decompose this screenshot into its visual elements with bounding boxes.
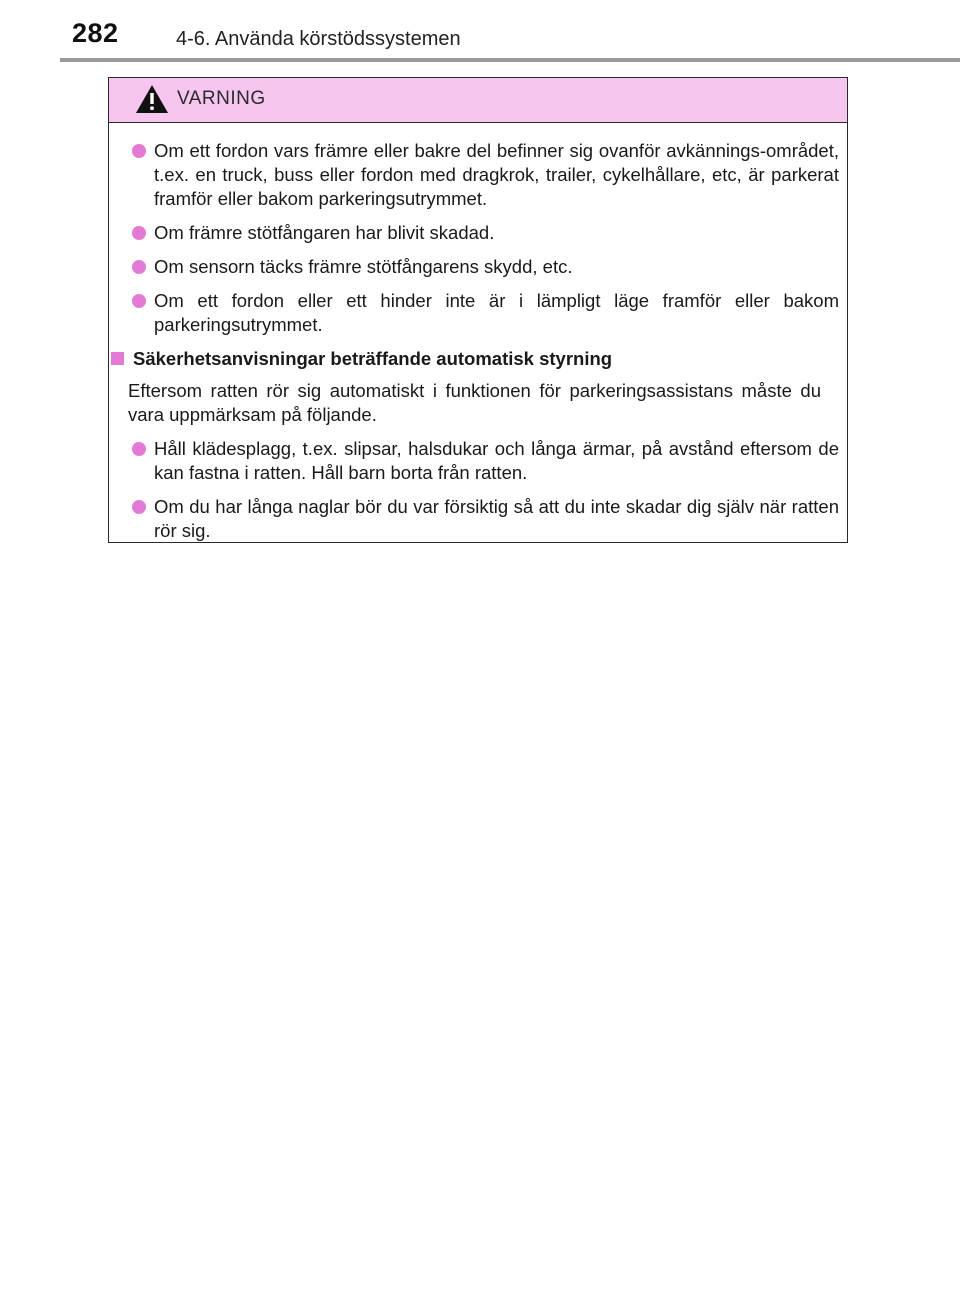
list-item-text: Om ett fordon eller ett hinder inte är i lämpligt läge framför eller bakom parkeringsutrymmet. <box>154 290 839 335</box>
list-item <box>128 139 839 211</box>
warning-header <box>109 78 847 123</box>
bullet-dot-icon <box>132 260 146 274</box>
section-title: 4-6. Använda körstödssystemen <box>176 28 461 50</box>
warning-triangle-icon <box>135 84 169 114</box>
list-item-text: Om främre stötfångaren har blivit skadad. <box>154 222 495 243</box>
list-item <box>128 221 839 245</box>
list-item <box>128 437 839 485</box>
bullet-dot-icon <box>132 144 146 158</box>
section-heading <box>111 347 839 371</box>
page-number: 282 <box>72 18 119 48</box>
section-paragraph: Eftersom ratten rör sig automatiskt i funktionen för parkeringsassistans måste du vara uppmärksam på följande. <box>128 380 821 425</box>
bullet-dot-icon <box>132 442 146 456</box>
bullet-dot-icon <box>132 500 146 514</box>
list-item-text: Om du har långa naglar bör du var försiktig så att du inte skadar dig själv när ratten rör sig. <box>154 496 839 541</box>
bullet-dot-icon <box>132 226 146 240</box>
header-rule <box>60 58 960 62</box>
bullet-dot-icon <box>132 294 146 308</box>
warning-box <box>108 77 848 543</box>
warning-title: VARNING <box>177 88 266 109</box>
warning-body <box>109 123 847 543</box>
list-item-text: Håll klädesplagg, t.ex. slipsar, halsdukar och långa ärmar, på avstånd eftersom de kan fastna i ratten. Håll barn borta från ratten. <box>154 438 839 483</box>
section-heading-text: Säkerhetsanvisningar beträffande automatisk styrning <box>133 348 613 369</box>
page-header <box>0 0 960 62</box>
list-item <box>128 289 839 337</box>
list-item-text: Om sensorn täcks främre stötfångarens skydd, etc. <box>154 256 573 277</box>
list-item <box>128 495 839 543</box>
list-item-text: Om ett fordon vars främre eller bakre del befinner sig ovanför avkännings-området, t.ex. en truck, buss eller fordon med dragkrok, trailer, cykelhållare, etc, är parkerat framför eller bakom parkeringsutrymmet. <box>154 140 839 209</box>
square-bullet-icon <box>111 352 124 365</box>
list-item <box>128 255 839 279</box>
